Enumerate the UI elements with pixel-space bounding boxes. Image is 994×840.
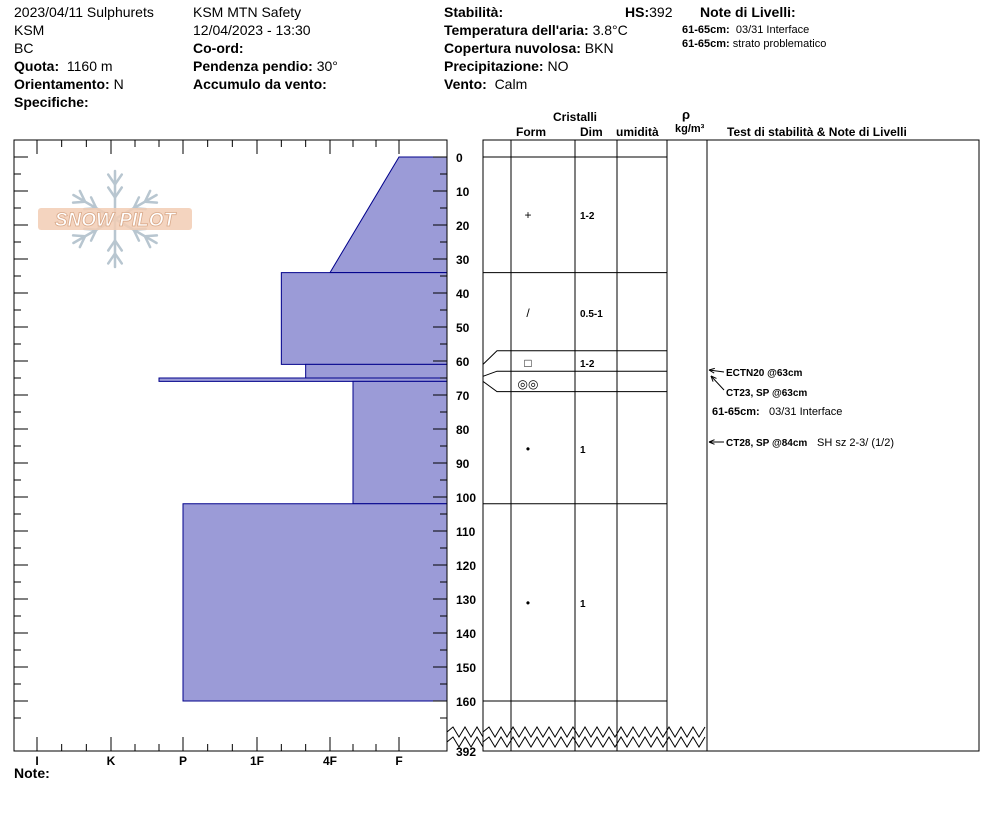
depth-label-40: 40: [456, 287, 470, 301]
precip-value: NO: [547, 58, 569, 74]
thin-layer-connector: [483, 371, 511, 376]
form-header: Form: [516, 125, 546, 139]
depth-label-90: 90: [456, 457, 470, 471]
aspect-label: Orientamento:: [14, 76, 110, 92]
snowflake-branch: [145, 202, 157, 203]
crystals-header: Cristalli: [553, 110, 598, 124]
elevation-label: Quota:: [14, 58, 60, 74]
density-unit: kg/m³: [675, 123, 705, 135]
layer-note-1-depth: 61-65cm:: [682, 24, 730, 36]
tests-header: Test di stabilità & Note di Livelli: [727, 125, 907, 139]
hardness-label-1F: 1F: [249, 754, 265, 768]
hardness-layer-3: [306, 364, 447, 378]
depth-label-10: 10: [456, 185, 470, 199]
wind-value: Calm: [494, 76, 528, 92]
hardness-layer-1: [330, 157, 447, 273]
thin-layer-connector: [483, 351, 511, 365]
layer-3-size: 1-2: [580, 359, 595, 370]
layer-notes-title: Note di Livelli:: [700, 4, 796, 20]
depth-label-20: 20: [456, 219, 470, 233]
table-layer-note-text: 03/31 Interface: [769, 406, 843, 418]
stability-test-3-label: CT28, SP @84cm: [726, 438, 808, 449]
total-depth-label: 392: [456, 745, 477, 759]
depth-label-80: 80: [456, 423, 470, 437]
snowflake-branch: [73, 202, 85, 203]
stability-tests: [709, 368, 894, 449]
stability-test-2-arrow: [711, 376, 724, 390]
depth-label-160: 160: [456, 695, 477, 709]
operator: KSM MTN Safety: [193, 4, 302, 20]
depth-label-130: 130: [456, 593, 477, 607]
layer-info: [518, 208, 604, 610]
layer-5-form-symbol: •: [525, 442, 531, 456]
hardness-layer-5: [353, 381, 447, 503]
sky-label: Copertura nuvolosa:: [444, 40, 581, 56]
layer-6-size: 1: [580, 599, 586, 610]
depth-label-140: 140: [456, 627, 477, 641]
layer-4-form-symbol: ◎◎: [517, 377, 539, 391]
snow-pilot-logo: [38, 171, 192, 267]
layer-6-form-symbol: •: [525, 596, 531, 610]
depth-label-50: 50: [456, 321, 470, 335]
hardness-label-4F: 4F: [322, 754, 338, 768]
hardness-label-I: I: [35, 754, 39, 768]
hs-value: 392: [649, 4, 673, 20]
depth-label-150: 150: [456, 661, 477, 675]
hardness-layer-4: [159, 378, 447, 381]
density-symbol: ρ: [682, 107, 691, 122]
wind-loading-label: Accumulo da vento:: [193, 76, 327, 92]
snowflake-branch: [145, 235, 157, 236]
air-temp-label: Temperatura dell'aria:: [444, 22, 589, 38]
hardness-axis: [35, 754, 402, 768]
hardness-profile: [159, 157, 447, 701]
notes-label: Note:: [14, 765, 50, 781]
air-temp-value: 3.8°C: [592, 22, 628, 38]
table-layer-note-depth: 61-65cm:: [712, 406, 760, 418]
layer-note-2-depth: 61-65cm:: [682, 38, 730, 50]
hardness-label-P: P: [178, 754, 188, 768]
snow-pilot-logo-text: SNOW PILOT: [54, 210, 176, 231]
aspect-value: N: [113, 76, 124, 92]
hs-label: HS:: [625, 4, 650, 20]
specifics-label: Specifiche:: [14, 94, 89, 110]
obs-datetime: 12/04/2023 - 13:30: [193, 22, 311, 38]
layer-2-form-symbol: /: [526, 306, 530, 320]
depth-label-120: 120: [456, 559, 477, 573]
elevation-value: 1160 m: [66, 58, 113, 74]
hardness-layer-2: [281, 273, 447, 365]
stability-test-1-label: ECTN20 @63cm: [726, 368, 803, 379]
stability-label: Stabilità:: [444, 4, 504, 20]
precip-label: Precipitazione:: [444, 58, 544, 74]
hardness-label-F: F: [395, 754, 403, 768]
layer-note-2-text: strato problematico: [732, 38, 827, 50]
hardness-label-K: K: [106, 754, 116, 768]
hardness-layer-6: [183, 504, 447, 701]
stability-test-1-arrow-head: [709, 368, 715, 370]
slope-value: 30°: [316, 58, 338, 74]
snowflake-branch: [73, 235, 85, 236]
depth-break-zigzag-table: [483, 737, 705, 747]
slope-label: Pendenza pendio:: [193, 58, 313, 74]
depth-axis: [456, 151, 476, 709]
layer-1-size: 1-2: [580, 211, 595, 222]
layer-3-form-symbol: □: [524, 356, 532, 370]
stability-test-2-label: CT23, SP @63cm: [726, 388, 808, 399]
layer-note-1-text: 03/31 Interface: [735, 24, 810, 36]
region: BC: [14, 40, 34, 56]
sky-value: BKN: [584, 40, 614, 56]
thin-layer-connector: [483, 381, 511, 391]
area: KSM: [14, 22, 45, 38]
depth-label-60: 60: [456, 355, 470, 369]
depth-break-zigzag-left: [447, 727, 483, 737]
layer-1-form-symbol: +: [524, 208, 532, 222]
depth-label-70: 70: [456, 389, 470, 403]
depth-break-zigzag-table: [483, 727, 705, 737]
depth-label-30: 30: [456, 253, 470, 267]
date-location: 2023/04/11 Sulphurets: [14, 4, 154, 20]
wind-label: Vento:: [444, 76, 487, 92]
moisture-header: umidità: [616, 125, 659, 139]
depth-label-100: 100: [456, 491, 477, 505]
coords-label: Co-ord:: [193, 40, 244, 56]
depth-label-110: 110: [456, 525, 476, 539]
layer-2-size: 0.5-1: [580, 309, 603, 320]
stability-test-3-extra: SH sz 2-3/ (1/2): [817, 437, 895, 449]
size-header: Dim: [580, 125, 603, 139]
depth-label-0: 0: [456, 151, 463, 165]
layer-5-size: 1: [580, 445, 586, 456]
